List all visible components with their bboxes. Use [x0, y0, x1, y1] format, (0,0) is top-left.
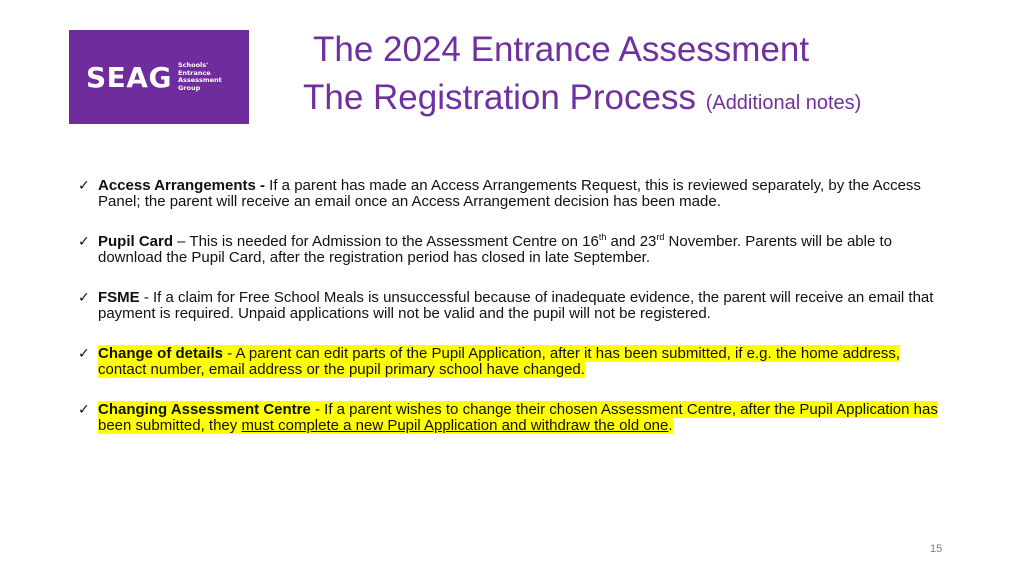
note-text: November. Parents will be able to download the Pupil Card, after the registration period has closed in late September. [98, 233, 893, 266]
seag-logo [69, 30, 249, 124]
slide-title: The 2024 Entrance Assessment [313, 30, 810, 69]
note-heading: Changing Assessment Centre [98, 401, 311, 418]
note-text: – This is needed for Admission to the Assessment Centre on 16 [173, 233, 599, 250]
logo-sub-line: Schools' [177, 61, 209, 69]
note-heading: Pupil Card [98, 233, 174, 250]
check-icon: ✓ [78, 402, 90, 418]
note-text: If a parent has made an Access Arrangements Request, this is reviewed separately, by the Access Panel; the parent will receive an email once an Access Arrangement decision has been made. [98, 177, 921, 210]
note-text: - If a claim for Free School Meals is unsuccessful because of inadequate evidence, the parent will receive an email that payment is required. Unpaid applications will not be valid and the pupil will not be registered. [98, 289, 934, 322]
logo-sub-line: Group [177, 83, 201, 92]
note-heading: FSME [98, 289, 140, 306]
highlighted-text [98, 401, 938, 434]
note-text: and 23 [606, 233, 657, 250]
logo-sub-line: Entrance [177, 68, 211, 77]
highlighted-text [98, 345, 900, 378]
note-text: - If a parent wishes to change their chosen Assessment Centre, after the Pupil Application has been submitted, they [98, 401, 938, 434]
logo-mark: SEAG [86, 60, 172, 94]
note-heading: Change of details [98, 345, 224, 362]
ordinal-suffix: th [598, 232, 607, 242]
subtitle-text: The Registration Process [303, 78, 696, 117]
check-icon: ✓ [78, 234, 90, 250]
check-icon: ✓ [78, 178, 90, 194]
logo-sub-line: Assessment [177, 76, 222, 84]
underlined-text: must complete a new Pupil Application and withdraw the old one [241, 417, 669, 434]
note-change-of-details [78, 346, 948, 378]
note-heading: Access Arrangements - [98, 177, 266, 194]
check-icon: ✓ [78, 346, 90, 362]
subtitle-suffix: (Additional notes) [705, 92, 862, 114]
notes-list [78, 178, 948, 458]
note-text: - A parent can edit parts of the Pupil Application, after it has been submitted, if e.g. the home address, contact number, email address or the pupil primary school have changed. [98, 345, 901, 378]
check-icon: ✓ [78, 290, 90, 306]
ordinal-suffix: rd [656, 232, 665, 242]
note-access-arrangements [78, 178, 948, 210]
note-end: . [668, 417, 673, 434]
slide-subtitle [303, 78, 861, 118]
logo-subtitle [178, 62, 222, 92]
note-fsme [78, 290, 948, 322]
note-changing-assessment-centre [78, 402, 948, 434]
page-number: 15 [930, 543, 943, 555]
note-pupil-card [78, 234, 948, 266]
